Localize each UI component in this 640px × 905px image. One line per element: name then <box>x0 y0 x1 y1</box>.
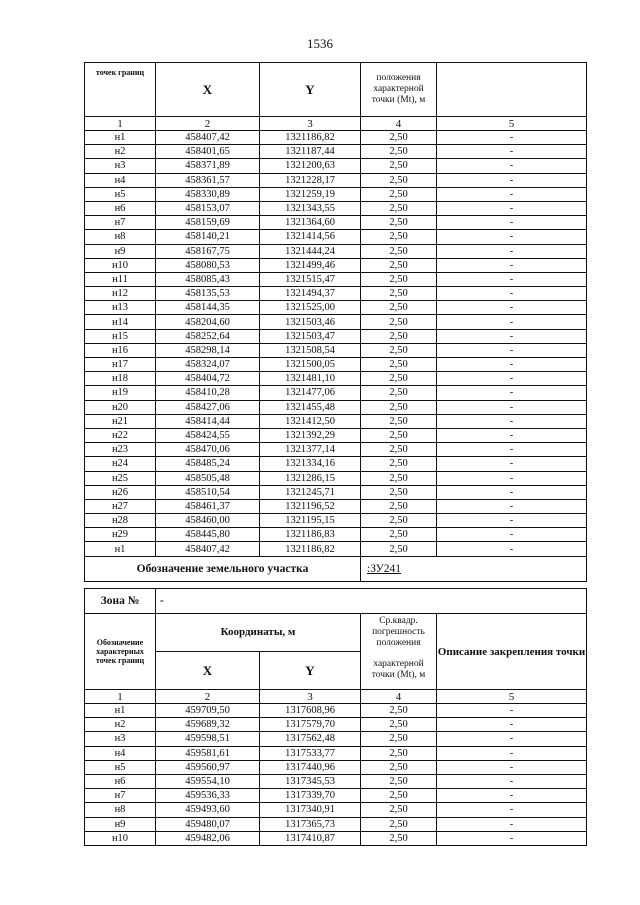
point-id: н22 <box>85 428 156 442</box>
table-row <box>85 789 587 803</box>
description-value: - <box>437 216 587 230</box>
y-value: 1321187,44 <box>260 145 361 159</box>
accuracy-value: 2,50 <box>361 746 437 760</box>
description-value: - <box>437 301 587 315</box>
coordinates-table-1 <box>84 62 587 582</box>
description-value: - <box>437 358 587 372</box>
table-row <box>85 343 587 357</box>
description-value: - <box>437 372 587 386</box>
accuracy-value: 2,50 <box>361 400 437 414</box>
point-id: н10 <box>85 831 156 845</box>
y-value: 1317533,77 <box>260 746 361 760</box>
x-value: 459482,06 <box>156 831 260 845</box>
y-value: 1321515,47 <box>260 272 361 286</box>
description-value: - <box>437 443 587 457</box>
description-value: - <box>437 201 587 215</box>
x-value: 458427,06 <box>156 400 260 414</box>
accuracy-value: 2,50 <box>361 187 437 201</box>
table-row <box>85 372 587 386</box>
table-row <box>85 173 587 187</box>
table-row <box>85 145 587 159</box>
accuracy-value: 2,50 <box>361 514 437 528</box>
point-id: н5 <box>85 187 156 201</box>
accuracy-value: 2,50 <box>361 485 437 499</box>
header-accuracy-top: Ср.квадр. погрешность положения <box>361 614 437 652</box>
point-id: н9 <box>85 244 156 258</box>
point-id: н3 <box>85 159 156 173</box>
point-id: н27 <box>85 499 156 513</box>
y-value: 1321195,15 <box>260 514 361 528</box>
x-value: 458330,89 <box>156 187 260 201</box>
coordinates-table-2 <box>84 588 587 846</box>
point-id: н19 <box>85 386 156 400</box>
point-id: н7 <box>85 789 156 803</box>
y-value: 1321503,46 <box>260 315 361 329</box>
point-id: н16 <box>85 343 156 357</box>
y-value: 1317440,96 <box>260 760 361 774</box>
header-accuracy: положения характерной точки (Mt), м <box>361 63 437 117</box>
description-value: - <box>437 760 587 774</box>
y-value: 1317608,96 <box>260 704 361 718</box>
description-value: - <box>437 131 587 145</box>
y-value: 1321228,17 <box>260 173 361 187</box>
description-value: - <box>437 287 587 301</box>
accuracy-value: 2,50 <box>361 258 437 272</box>
accuracy-value: 2,50 <box>361 774 437 788</box>
y-value: 1321343,55 <box>260 201 361 215</box>
header-y: Y <box>260 63 361 117</box>
description-value: - <box>437 230 587 244</box>
y-value: 1321500,05 <box>260 358 361 372</box>
accuracy-value: 2,50 <box>361 471 437 485</box>
x-value: 458135,53 <box>156 287 260 301</box>
y-value: 1321196,52 <box>260 499 361 513</box>
zone-row <box>85 589 587 614</box>
point-id: н12 <box>85 287 156 301</box>
description-value: - <box>437 386 587 400</box>
y-value: 1317365,73 <box>260 817 361 831</box>
description-value: - <box>437 514 587 528</box>
x-value: 459536,33 <box>156 789 260 803</box>
accuracy-value: 2,50 <box>361 718 437 732</box>
column-number: 4 <box>361 117 437 131</box>
description-value: - <box>437 159 587 173</box>
description-value: - <box>437 244 587 258</box>
column-number: 3 <box>260 117 361 131</box>
accuracy-value: 2,50 <box>361 301 437 315</box>
accuracy-value: 2,50 <box>361 287 437 301</box>
description-value: - <box>437 428 587 442</box>
x-value: 458080,53 <box>156 258 260 272</box>
point-id: н1 <box>85 542 156 556</box>
description-value: - <box>437 145 587 159</box>
x-value: 458445,80 <box>156 528 260 542</box>
accuracy-value: 2,50 <box>361 372 437 386</box>
accuracy-value: 2,50 <box>361 272 437 286</box>
x-value: 459480,07 <box>156 817 260 831</box>
accuracy-value: 2,50 <box>361 803 437 817</box>
description-value: - <box>437 315 587 329</box>
y-value: 1321499,46 <box>260 258 361 272</box>
accuracy-value: 2,50 <box>361 386 437 400</box>
y-value: 1321477,06 <box>260 386 361 400</box>
y-value: 1321455,48 <box>260 400 361 414</box>
x-value: 459689,32 <box>156 718 260 732</box>
description-value: - <box>437 414 587 428</box>
table-row <box>85 831 587 845</box>
accuracy-value: 2,50 <box>361 732 437 746</box>
x-value: 458252,64 <box>156 329 260 343</box>
accuracy-value: 2,50 <box>361 414 437 428</box>
x-value: 459598,51 <box>156 732 260 746</box>
header-x: X <box>156 63 260 117</box>
table-row <box>85 358 587 372</box>
point-id: н15 <box>85 329 156 343</box>
description-value: - <box>437 187 587 201</box>
accuracy-value: 2,50 <box>361 216 437 230</box>
x-value: 458424,55 <box>156 428 260 442</box>
x-value: 459709,50 <box>156 704 260 718</box>
point-id: н10 <box>85 258 156 272</box>
accuracy-value: 2,50 <box>361 358 437 372</box>
point-id: н26 <box>85 485 156 499</box>
x-value: 459493,60 <box>156 803 260 817</box>
x-value: 458159,69 <box>156 216 260 230</box>
table-row <box>85 414 587 428</box>
column-number: 4 <box>361 690 437 704</box>
point-id: н14 <box>85 315 156 329</box>
point-id: н9 <box>85 817 156 831</box>
x-value: 458085,43 <box>156 272 260 286</box>
accuracy-value: 2,50 <box>361 329 437 343</box>
x-value: 458460,00 <box>156 514 260 528</box>
parcel-value: :ЗУ241 <box>367 562 402 575</box>
description-value: - <box>437 774 587 788</box>
table-body <box>85 704 587 846</box>
header-points: точек границ <box>85 63 156 117</box>
table-row <box>85 187 587 201</box>
description-value: - <box>437 173 587 187</box>
y-value: 1321286,15 <box>260 471 361 485</box>
column-number: 3 <box>260 690 361 704</box>
table-row <box>85 443 587 457</box>
x-value: 458401,65 <box>156 145 260 159</box>
y-value: 1317340,91 <box>260 803 361 817</box>
y-value: 1317410,87 <box>260 831 361 845</box>
table-row <box>85 301 587 315</box>
y-value: 1321481,10 <box>260 372 361 386</box>
description-value: - <box>437 258 587 272</box>
point-id: н18 <box>85 372 156 386</box>
point-id: н20 <box>85 400 156 414</box>
description-value: - <box>437 400 587 414</box>
x-value: 459554,10 <box>156 774 260 788</box>
y-value: 1321503,47 <box>260 329 361 343</box>
table-row <box>85 746 587 760</box>
column-number: 1 <box>85 117 156 131</box>
y-value: 1321200,63 <box>260 159 361 173</box>
accuracy-value: 2,50 <box>361 817 437 831</box>
description-value: - <box>437 718 587 732</box>
description-value: - <box>437 789 587 803</box>
table-row <box>85 230 587 244</box>
description-value: - <box>437 272 587 286</box>
y-value: 1317579,70 <box>260 718 361 732</box>
table-row <box>85 287 587 301</box>
header-points: Обозначение характерных точек границ <box>85 614 156 690</box>
x-value: 458461,37 <box>156 499 260 513</box>
description-value: - <box>437 485 587 499</box>
x-value: 458361,57 <box>156 173 260 187</box>
table-row <box>85 386 587 400</box>
accuracy-value: 2,50 <box>361 343 437 357</box>
table-header-row <box>85 614 587 652</box>
x-value: 458371,89 <box>156 159 260 173</box>
y-value: 1321186,82 <box>260 542 361 556</box>
description-value: - <box>437 831 587 845</box>
description-value: - <box>437 732 587 746</box>
point-id: н11 <box>85 272 156 286</box>
description-value: - <box>437 499 587 513</box>
table-row <box>85 760 587 774</box>
description-value: - <box>437 457 587 471</box>
accuracy-value: 2,50 <box>361 201 437 215</box>
header-coordinates: Координаты, м <box>156 614 361 652</box>
column-number: 1 <box>85 690 156 704</box>
table-row <box>85 329 587 343</box>
x-value: 459560,97 <box>156 760 260 774</box>
table-row <box>85 258 587 272</box>
column-number: 2 <box>156 117 260 131</box>
description-value: - <box>437 803 587 817</box>
x-value: 458204,60 <box>156 315 260 329</box>
description-value: - <box>437 471 587 485</box>
table-row <box>85 159 587 173</box>
description-value: - <box>437 746 587 760</box>
accuracy-value: 2,50 <box>361 244 437 258</box>
x-value: 458144,35 <box>156 301 260 315</box>
y-value: 1321414,56 <box>260 230 361 244</box>
x-value: 458410,28 <box>156 386 260 400</box>
table-row <box>85 774 587 788</box>
column-number: 5 <box>437 117 587 131</box>
point-id: н8 <box>85 803 156 817</box>
point-id: н28 <box>85 514 156 528</box>
point-id: н7 <box>85 216 156 230</box>
description-value: - <box>437 528 587 542</box>
table-row <box>85 400 587 414</box>
point-id: н2 <box>85 718 156 732</box>
column-number: 5 <box>437 690 587 704</box>
x-value: 458407,42 <box>156 131 260 145</box>
table-row <box>85 244 587 258</box>
point-id: н21 <box>85 414 156 428</box>
x-value: 458414,44 <box>156 414 260 428</box>
point-id: н3 <box>85 732 156 746</box>
point-id: н13 <box>85 301 156 315</box>
x-value: 458167,75 <box>156 244 260 258</box>
x-value: 458407,42 <box>156 542 260 556</box>
point-id: н8 <box>85 230 156 244</box>
table-header-row <box>85 63 587 117</box>
header-description: Описание закрепления точки <box>437 614 587 690</box>
accuracy-value: 2,50 <box>361 542 437 556</box>
accuracy-value: 2,50 <box>361 131 437 145</box>
accuracy-value: 2,50 <box>361 499 437 513</box>
header-accuracy-bottom: характерной точки (Mt), м <box>361 652 437 690</box>
point-id: н29 <box>85 528 156 542</box>
y-value: 1321364,60 <box>260 216 361 230</box>
table-row <box>85 272 587 286</box>
y-value: 1321494,37 <box>260 287 361 301</box>
table-row <box>85 216 587 230</box>
table-row <box>85 201 587 215</box>
description-value: - <box>437 329 587 343</box>
parcel-label: Обозначение земельного участка <box>85 556 361 581</box>
table-row <box>85 704 587 718</box>
accuracy-value: 2,50 <box>361 789 437 803</box>
parcel-row <box>85 556 587 581</box>
table-row <box>85 131 587 145</box>
point-id: н6 <box>85 201 156 215</box>
description-value: - <box>437 817 587 831</box>
x-value: 458324,07 <box>156 358 260 372</box>
table-body <box>85 131 587 557</box>
point-id: н5 <box>85 760 156 774</box>
column-number-row <box>85 117 587 131</box>
y-value: 1321334,16 <box>260 457 361 471</box>
table-row <box>85 817 587 831</box>
point-id: н1 <box>85 704 156 718</box>
point-id: н1 <box>85 131 156 145</box>
point-id: н4 <box>85 746 156 760</box>
accuracy-value: 2,50 <box>361 315 437 329</box>
y-value: 1321186,82 <box>260 131 361 145</box>
point-id: н23 <box>85 443 156 457</box>
x-value: 458404,72 <box>156 372 260 386</box>
accuracy-value: 2,50 <box>361 443 437 457</box>
table-row <box>85 803 587 817</box>
y-value: 1321444,24 <box>260 244 361 258</box>
table-row <box>85 718 587 732</box>
header-x: X <box>156 652 260 690</box>
table-row <box>85 499 587 513</box>
y-value: 1321392,29 <box>260 428 361 442</box>
y-value: 1317345,53 <box>260 774 361 788</box>
x-value: 459581,61 <box>156 746 260 760</box>
y-value: 1321412,50 <box>260 414 361 428</box>
x-value: 458298,14 <box>156 343 260 357</box>
description-value: - <box>437 704 587 718</box>
point-id: н17 <box>85 358 156 372</box>
accuracy-value: 2,50 <box>361 145 437 159</box>
table-row <box>85 485 587 499</box>
table-row <box>85 457 587 471</box>
table-row <box>85 514 587 528</box>
zone-label: Зона № <box>85 589 156 614</box>
y-value: 1321525,00 <box>260 301 361 315</box>
accuracy-value: 2,50 <box>361 831 437 845</box>
description-value: - <box>437 542 587 556</box>
y-value: 1317339,70 <box>260 789 361 803</box>
y-value: 1321245,71 <box>260 485 361 499</box>
y-value: 1321377,14 <box>260 443 361 457</box>
y-value: 1321508,54 <box>260 343 361 357</box>
accuracy-value: 2,50 <box>361 173 437 187</box>
x-value: 458153,07 <box>156 201 260 215</box>
description-value: - <box>437 343 587 357</box>
x-value: 458470,06 <box>156 443 260 457</box>
y-value: 1317562,48 <box>260 732 361 746</box>
accuracy-value: 2,50 <box>361 528 437 542</box>
accuracy-value: 2,50 <box>361 704 437 718</box>
accuracy-value: 2,50 <box>361 760 437 774</box>
accuracy-value: 2,50 <box>361 159 437 173</box>
page-number: 1536 <box>307 36 333 51</box>
point-id: н24 <box>85 457 156 471</box>
zone-value: - <box>156 589 587 614</box>
accuracy-value: 2,50 <box>361 457 437 471</box>
table-row <box>85 528 587 542</box>
table-row <box>85 471 587 485</box>
accuracy-value: 2,50 <box>361 428 437 442</box>
header-description <box>437 63 587 117</box>
x-value: 458510,54 <box>156 485 260 499</box>
table-row <box>85 315 587 329</box>
y-value: 1321259,19 <box>260 187 361 201</box>
column-number: 2 <box>156 690 260 704</box>
table-row <box>85 732 587 746</box>
table-row <box>85 428 587 442</box>
header-y: Y <box>260 652 361 690</box>
point-id: н6 <box>85 774 156 788</box>
column-number-row <box>85 690 587 704</box>
accuracy-value: 2,50 <box>361 230 437 244</box>
x-value: 458140,21 <box>156 230 260 244</box>
x-value: 458485,24 <box>156 457 260 471</box>
x-value: 458505,48 <box>156 471 260 485</box>
y-value: 1321186,83 <box>260 528 361 542</box>
point-id: н2 <box>85 145 156 159</box>
point-id: н4 <box>85 173 156 187</box>
point-id: н25 <box>85 471 156 485</box>
table-row <box>85 542 587 556</box>
